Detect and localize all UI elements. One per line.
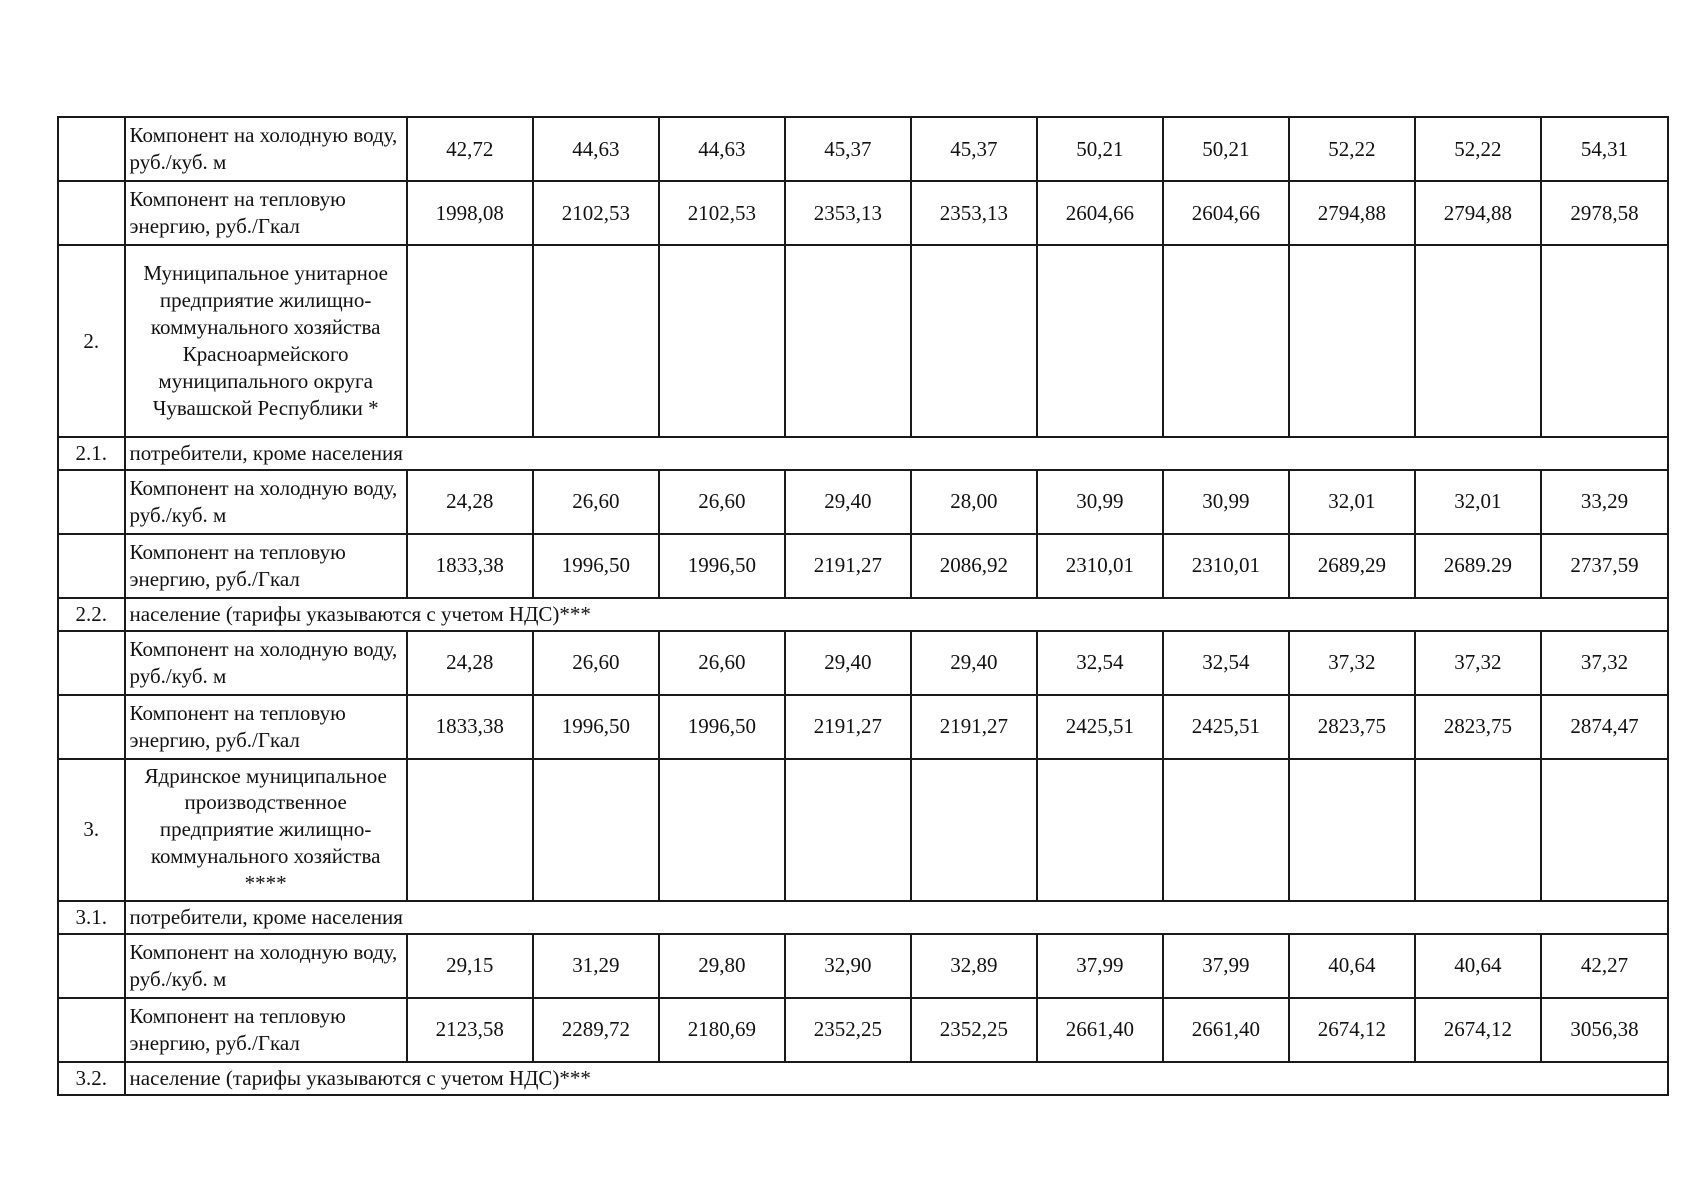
tariff-value-cell: 2874,47: [1541, 695, 1668, 759]
tariff-value-cell: 42,72: [407, 117, 533, 181]
tariff-value-cell: 2123,58: [407, 998, 533, 1062]
tariff-value-cell: [1541, 759, 1668, 901]
tariff-value-cell: 2425,51: [1163, 695, 1289, 759]
tariff-value-cell: 2823,75: [1415, 695, 1541, 759]
component-label-cell: Компонент на тепловую энергию, руб./Гкал: [125, 534, 407, 598]
tariff-value-cell: 2823,75: [1289, 695, 1415, 759]
tariff-value-cell: 2086,92: [911, 534, 1037, 598]
tariff-value-cell: 2191,27: [785, 695, 911, 759]
component-label-cell: Компонент на тепловую энергию, руб./Гкал: [125, 998, 407, 1062]
tariff-value-cell: 26,60: [659, 470, 785, 534]
tariff-value-cell: [659, 245, 785, 437]
tariff-value-cell: [533, 245, 659, 437]
tariff-value-cell: 2425,51: [1037, 695, 1163, 759]
tariff-value-cell: 29,40: [785, 470, 911, 534]
tariff-value-cell: [1289, 759, 1415, 901]
tariff-value-cell: 1996,50: [659, 695, 785, 759]
tariff-value-cell: 32,54: [1163, 631, 1289, 695]
tariff-value-cell: 2794,88: [1289, 181, 1415, 245]
tariff-value-cell: 24,28: [407, 631, 533, 695]
tariff-value-cell: 2689,29: [1289, 534, 1415, 598]
tariff-value-cell: 45,37: [785, 117, 911, 181]
tariff-value-cell: 24,28: [407, 470, 533, 534]
tariff-value-cell: 2289,72: [533, 998, 659, 1062]
component-label-cell: Компонент на холодную воду, руб./куб. м: [125, 631, 407, 695]
tariff-value-cell: [407, 245, 533, 437]
consumer-group-label: население (тарифы указываются с учетом НДС)***: [125, 598, 1668, 631]
tariff-value-cell: 2310,01: [1037, 534, 1163, 598]
tariff-value-cell: [1163, 245, 1289, 437]
tariff-value-cell: [911, 759, 1037, 901]
tariff-value-cell: 44,63: [659, 117, 785, 181]
tariff-value-cell: 42,27: [1541, 934, 1668, 998]
consumer-group-label: потребители, кроме населения: [125, 437, 1668, 470]
row-number-cell: [58, 117, 125, 181]
row-number-cell: 3.1.: [58, 901, 125, 934]
table-row: [58, 598, 1668, 631]
tariff-value-cell: 2102,53: [659, 181, 785, 245]
tariff-value-cell: 2353,13: [785, 181, 911, 245]
tariff-value-cell: 32,90: [785, 934, 911, 998]
tariff-value-cell: 3056,38: [1541, 998, 1668, 1062]
tariff-value-cell: [785, 245, 911, 437]
tariff-value-cell: [785, 759, 911, 901]
row-number-cell: [58, 470, 125, 534]
tariff-value-cell: 2794,88: [1415, 181, 1541, 245]
component-label-cell: Компонент на тепловую энергию, руб./Гкал: [125, 695, 407, 759]
table-row: [58, 631, 1668, 695]
row-number-cell: 3.: [58, 759, 125, 901]
row-number-cell: [58, 534, 125, 598]
component-label-cell: Компонент на тепловую энергию, руб./Гкал: [125, 181, 407, 245]
tariff-value-cell: 52,22: [1289, 117, 1415, 181]
row-number-cell: [58, 998, 125, 1062]
tariff-value-cell: 29,40: [785, 631, 911, 695]
tariff-value-cell: 50,21: [1037, 117, 1163, 181]
table-row: [58, 934, 1668, 998]
row-number-cell: [58, 181, 125, 245]
tariff-value-cell: 1996,50: [533, 695, 659, 759]
tariff-value-cell: 44,63: [533, 117, 659, 181]
tariff-value-cell: 2310,01: [1163, 534, 1289, 598]
tariff-value-cell: 33,29: [1541, 470, 1668, 534]
row-number-cell: 2.: [58, 245, 125, 437]
table-row: [58, 901, 1668, 934]
tariff-value-cell: [1037, 245, 1163, 437]
tariff-value-cell: 31,29: [533, 934, 659, 998]
tariff-value-cell: 32,01: [1415, 470, 1541, 534]
table-row: [58, 695, 1668, 759]
tariff-value-cell: [1289, 245, 1415, 437]
tariff-value-cell: 45,37: [911, 117, 1037, 181]
table-row: [58, 998, 1668, 1062]
tariff-value-cell: [1415, 759, 1541, 901]
tariff-value-cell: [1541, 245, 1668, 437]
tariff-value-cell: 1996,50: [659, 534, 785, 598]
tariff-value-cell: 29,40: [911, 631, 1037, 695]
row-number-cell: [58, 631, 125, 695]
tariff-value-cell: 2689.29: [1415, 534, 1541, 598]
table-row: [58, 759, 1668, 901]
tariff-value-cell: 30,99: [1037, 470, 1163, 534]
tariff-value-cell: 30,99: [1163, 470, 1289, 534]
tariff-value-cell: 40,64: [1289, 934, 1415, 998]
tariff-value-cell: 32,89: [911, 934, 1037, 998]
consumer-group-label: потребители, кроме населения: [125, 901, 1668, 934]
tariff-value-cell: 2674,12: [1289, 998, 1415, 1062]
tariff-value-cell: 50,21: [1163, 117, 1289, 181]
tariff-value-cell: 28,00: [911, 470, 1037, 534]
tariff-value-cell: [1415, 245, 1541, 437]
tariff-value-cell: 26,60: [533, 631, 659, 695]
tariff-value-cell: 2102,53: [533, 181, 659, 245]
tariff-value-cell: 2180,69: [659, 998, 785, 1062]
organization-name-cell: Муниципальное унитарное предприятие жилищно-коммунального хозяйства Красноармейского муниципального округа Чувашской Республики *: [125, 245, 407, 437]
tariff-value-cell: [1163, 759, 1289, 901]
row-number-cell: 2.1.: [58, 437, 125, 470]
tariff-value-cell: [659, 759, 785, 901]
tariff-value-cell: 2191,27: [911, 695, 1037, 759]
tariff-table: [57, 116, 1669, 1096]
tariff-value-cell: 32,01: [1289, 470, 1415, 534]
tariff-table-body: [58, 117, 1668, 1095]
tariff-value-cell: 2604,66: [1037, 181, 1163, 245]
tariff-value-cell: 2674,12: [1415, 998, 1541, 1062]
tariff-value-cell: 2352,25: [911, 998, 1037, 1062]
tariff-value-cell: 26,60: [533, 470, 659, 534]
tariff-value-cell: 40,64: [1415, 934, 1541, 998]
tariff-value-cell: [1037, 759, 1163, 901]
tariff-value-cell: [407, 759, 533, 901]
tariff-value-cell: 37,32: [1289, 631, 1415, 695]
tariff-value-cell: 1833,38: [407, 695, 533, 759]
tariff-value-cell: 37,99: [1163, 934, 1289, 998]
tariff-value-cell: 2978,58: [1541, 181, 1668, 245]
tariff-value-cell: [911, 245, 1037, 437]
tariff-value-cell: 54,31: [1541, 117, 1668, 181]
tariff-value-cell: 29,15: [407, 934, 533, 998]
tariff-value-cell: 2661,40: [1163, 998, 1289, 1062]
tariff-value-cell: 2191,27: [785, 534, 911, 598]
row-number-cell: [58, 695, 125, 759]
tariff-value-cell: 26,60: [659, 631, 785, 695]
tariff-value-cell: 32,54: [1037, 631, 1163, 695]
tariff-value-cell: 2661,40: [1037, 998, 1163, 1062]
table-row: [58, 245, 1668, 437]
table-row: [58, 534, 1668, 598]
row-number-cell: [58, 934, 125, 998]
table-row: [58, 1062, 1668, 1095]
tariff-value-cell: 37,32: [1541, 631, 1668, 695]
tariff-value-cell: 2353,13: [911, 181, 1037, 245]
consumer-group-label: население (тарифы указываются с учетом НДС)***: [125, 1062, 1668, 1095]
row-number-cell: 3.2.: [58, 1062, 125, 1095]
tariff-value-cell: 52,22: [1415, 117, 1541, 181]
table-row: [58, 470, 1668, 534]
row-number-cell: 2.2.: [58, 598, 125, 631]
tariff-value-cell: 2604,66: [1163, 181, 1289, 245]
tariff-value-cell: [533, 759, 659, 901]
table-row: [58, 437, 1668, 470]
component-label-cell: Компонент на холодную воду, руб./куб. м: [125, 470, 407, 534]
tariff-value-cell: 1996,50: [533, 534, 659, 598]
tariff-value-cell: 2352,25: [785, 998, 911, 1062]
organization-name-cell: Ядринское муниципальное производственное предприятие жилищно-коммунального хозяйства ****: [125, 759, 407, 901]
tariff-value-cell: 1998,08: [407, 181, 533, 245]
tariff-value-cell: 37,99: [1037, 934, 1163, 998]
tariff-value-cell: 1833,38: [407, 534, 533, 598]
table-row: [58, 181, 1668, 245]
table-row: [58, 117, 1668, 181]
component-label-cell: Компонент на холодную воду, руб./куб. м: [125, 934, 407, 998]
tariff-value-cell: 2737,59: [1541, 534, 1668, 598]
tariff-value-cell: 29,80: [659, 934, 785, 998]
tariff-value-cell: 37,32: [1415, 631, 1541, 695]
component-label-cell: Компонент на холодную воду, руб./куб. м: [125, 117, 407, 181]
